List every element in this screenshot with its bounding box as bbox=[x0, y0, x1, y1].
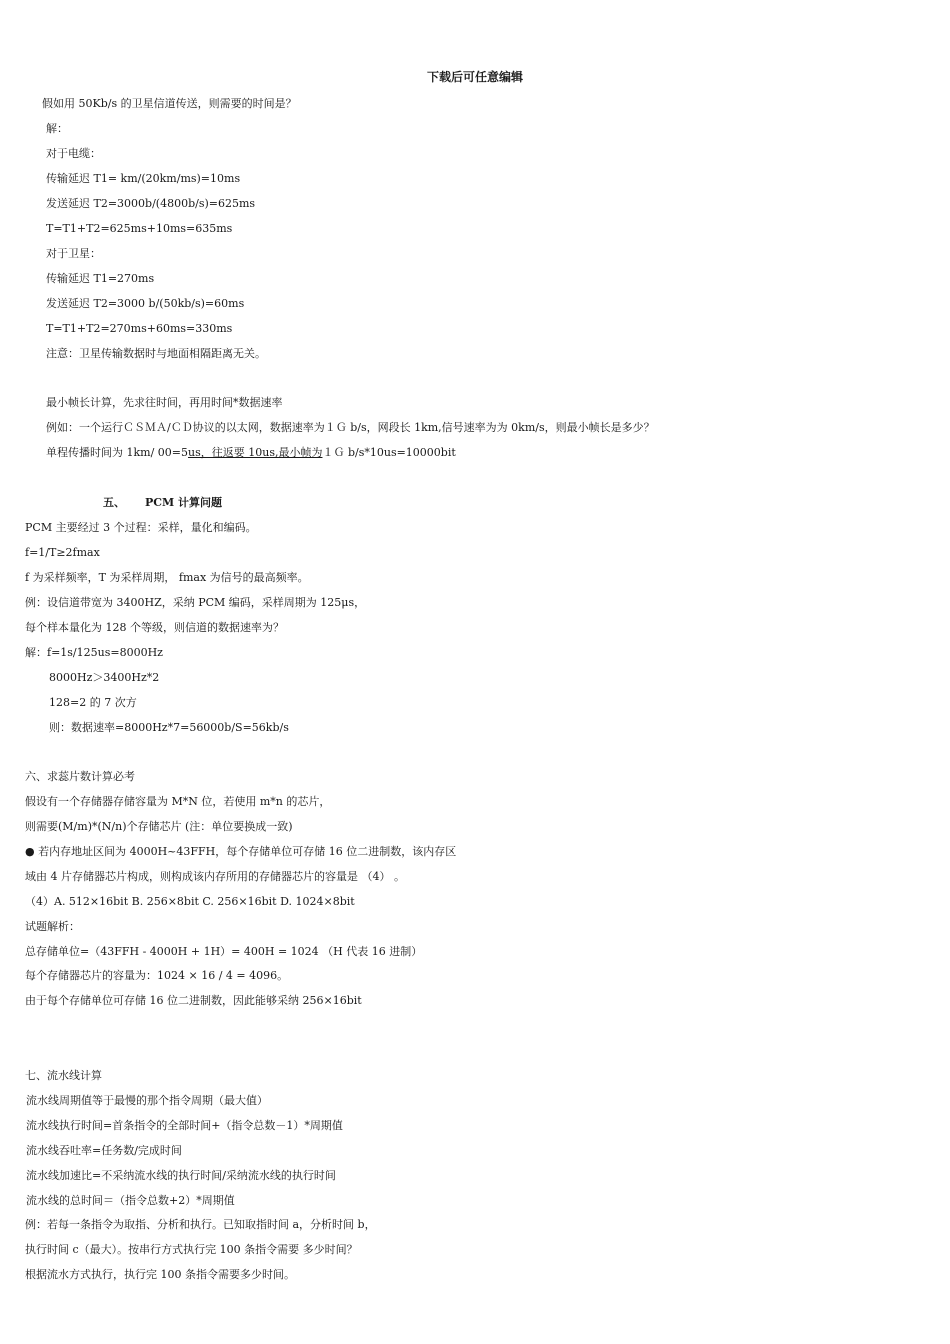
chips-line-3: ● 若内存地址区间为 4000H~43FFH，每个存储单位可存储 16 位二进制数，该内存区 bbox=[25, 845, 457, 858]
chips-line-8: 每个存储器芯片的容量为：1024 × 16 / 4 = 4096。 bbox=[25, 969, 289, 982]
frame-heading: 最小帧长计算，先求往时间，再用时间*数据速率 bbox=[46, 396, 283, 409]
cable-send-delay: 发送延迟 T2=3000b/(4800b/s)=625ms bbox=[46, 197, 256, 210]
pcm-line-6: 解：f=1s/125us=8000Hz bbox=[25, 646, 163, 659]
chips-heading: 六、求蕊片数计算必考 bbox=[25, 770, 135, 783]
pcm-heading-number: 五、 bbox=[103, 496, 125, 509]
frame-answer-part-1: 单程传播时间为 1km/ 00=5 bbox=[46, 446, 189, 459]
satellite-propagation-delay: 传输延迟 T1=270ms bbox=[46, 272, 155, 285]
satellite-note: 注意：卫星传输数据时与地面相隔距离无关。 bbox=[46, 347, 266, 360]
satellite-total: T=T1+T2=270ms+60ms=330ms bbox=[46, 322, 233, 335]
page-header-title: 下载后可任意编辑 bbox=[426, 70, 523, 84]
frame-answer-part-2: us，往返要 10us,最小帧为 bbox=[188, 446, 323, 459]
chips-line-2: 则需要(M/m)*(N/n)个存储芯片 (注：单位要换成一致) bbox=[25, 820, 293, 833]
chips-line-9: 由于每个存储单位可存储 16 位二进制数，因此能够采纳 256×16bit bbox=[25, 994, 362, 1007]
chips-line-1: 假设有一个存储器存储容量为 M*N 位，若使用 m*n 的芯片， bbox=[25, 795, 331, 808]
pcm-line-9: 则：数据速率=8000Hz*7=56000b/S=56kb/s bbox=[49, 721, 289, 734]
pipeline-line-2: 流水线执行时间=首条指令的全部时间+（指令总数－1）*周期值 bbox=[26, 1119, 343, 1132]
pcm-line-3: f 为采样频率，T 为采样周期， fmax 为信号的最高频率。 bbox=[25, 571, 309, 584]
pipeline-line-7: 执行时间 c（最大）。按串行方式执行完 100 条指令需要 多少时间？ bbox=[25, 1243, 358, 1256]
pipeline-line-3: 流水线吞吐率=任务数/完成时间 bbox=[26, 1144, 182, 1157]
frame-answer-part-3: １Ｇ b/s*10us=10000bit bbox=[322, 446, 456, 459]
pcm-line-4: 例：设信道带宽为 3400HZ，采纳 PCM 编码，采样周期为 125μs， bbox=[25, 596, 366, 609]
pcm-line-7: 8000Hz＞3400Hz*2 bbox=[49, 671, 160, 684]
satellite-label: 对于卫星： bbox=[46, 247, 101, 260]
pcm-line-8: 128=2 的 7 次方 bbox=[49, 696, 137, 709]
pcm-heading: PCM 计算问题 bbox=[145, 496, 223, 509]
chips-line-6: 试题解析： bbox=[25, 920, 80, 933]
pcm-line-2: f=1/T≥2fmax bbox=[25, 546, 100, 559]
satellite-question: 假如用 50Kb/s 的卫星信道传送，则需要的时间是？ bbox=[42, 97, 297, 110]
solution-label: 解： bbox=[46, 122, 68, 135]
pipeline-line-1: 流水线周期值等于最慢的那个指令周期（最大值） bbox=[26, 1094, 268, 1107]
pipeline-line-8: 根据流水方式执行，执行完 100 条指令需要多少时间。 bbox=[25, 1268, 295, 1281]
frame-answer bbox=[46, 446, 456, 460]
pipeline-line-6: 例：若每一条指令为取指、分析和执行。已知取指时间 a，分析时间 b， bbox=[25, 1218, 376, 1231]
cable-propagation-delay: 传输延迟 T1= km/(20km/ms)=10ms bbox=[46, 172, 241, 185]
frame-example: 例如：一个运行ＣＳＭＡ/ＣＤ协议的以太网，数据速率为１Ｇ b/s，网段长 1km,信号速率为为 0km/s，则最小帧长是多少？ bbox=[46, 421, 655, 434]
chips-line-4: 域由 4 片存储器芯片构成，则构成该内存所用的存储器芯片的容量是 （4） 。 bbox=[25, 870, 405, 883]
satellite-send-delay: 发送延迟 T2=3000 b/(50kb/s)=60ms bbox=[46, 297, 245, 310]
chips-line-7: 总存储单位=（43FFH - 4000H + 1H）= 400H = 1024 （H 代表 16 进制） bbox=[25, 945, 423, 958]
pipeline-heading: 七、流水线计算 bbox=[25, 1069, 102, 1082]
cable-total: T=T1+T2=625ms+10ms=635ms bbox=[46, 222, 233, 235]
pipeline-line-4: 流水线加速比=不采纳流水线的执行时间/采纳流水线的执行时间 bbox=[26, 1169, 336, 1182]
pipeline-line-5: 流水线的总时间＝（指令总数+2）*周期值 bbox=[26, 1194, 235, 1207]
pcm-line-1: PCM 主要经过 3 个过程：采样，量化和编码。 bbox=[25, 521, 257, 534]
cable-label: 对于电缆： bbox=[46, 147, 101, 160]
pcm-line-5: 每个样本量化为 128 个等级，则信道的数据速率为？ bbox=[25, 621, 284, 634]
chips-line-5: （4）A. 512×16bit B. 256×8bit C. 256×16bit D. 1024×8bit bbox=[25, 895, 355, 908]
